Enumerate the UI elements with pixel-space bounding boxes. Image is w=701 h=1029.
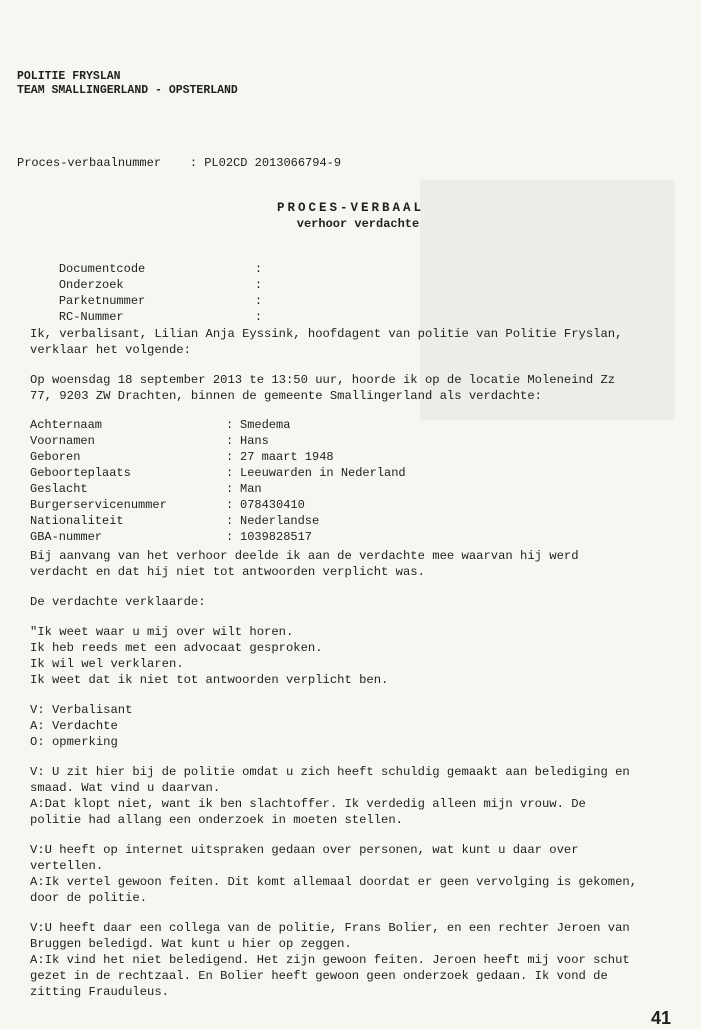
suspect-value: 078430410	[240, 498, 305, 512]
caution-line: verdacht en dat hij niet tot antwoorden verplicht was.	[30, 565, 425, 579]
suspect-value: Nederlandse	[240, 514, 320, 528]
statement-line: Ik wil wel verklaren.	[30, 657, 184, 671]
qa-line: V: U zit hier bij de politie omdat u zich heeft schuldig gemaakt aan belediging en	[30, 765, 630, 779]
field-rc-nummer: RC-Nummer :	[58, 310, 263, 324]
legend-line: O: opmerking	[30, 735, 118, 749]
qa-line: A:Ik vind het niet beledigend. Het zijn gewoon feiten. Jeroen heeft mij voor schut	[30, 953, 630, 967]
suspect-field: Nationaliteit : Nederlandse	[30, 514, 320, 528]
suspect-field: GBA-nummer : 1039828517	[30, 530, 313, 544]
qa-line: door de politie.	[30, 891, 148, 905]
statement-line: Ik weet dat ik niet tot antwoorden verplicht ben.	[30, 673, 389, 687]
qa-line: gezet in de rechtzaal. En Bolier heeft gewoon geen onderzoek gedaan. Ik vond de	[30, 969, 608, 983]
statement-line: Ik heb reeds met een advocaat gesproken.	[30, 641, 323, 655]
suspect-value: Man	[240, 482, 262, 496]
field-label: Onderzoek	[58, 278, 124, 292]
field-onderzoek: Onderzoek :	[58, 278, 263, 292]
field-label: Documentcode	[58, 262, 146, 276]
intro-line: verklaar het volgende:	[30, 343, 191, 357]
location-line: Op woensdag 18 september 2013 te 13:50 uur, hoorde ik op de locatie Moleneind Zz	[30, 373, 616, 387]
field-label: Parketnummer	[58, 294, 146, 308]
suspect-label: GBA-nummer	[30, 530, 103, 544]
police-team-name: TEAM SMALLINGERLAND - OPSTERLAND	[17, 84, 238, 97]
suspect-label: Voornamen	[30, 434, 95, 448]
police-unit-name: POLITIE FRYSLAN	[17, 70, 121, 83]
qa-line: politie had allang een onderzoek in moeten stellen.	[30, 813, 403, 827]
suspect-field: Burgerservicenummer : 078430410	[30, 498, 305, 512]
document-subtitle: verhoor verdachte	[296, 217, 420, 231]
suspect-label: Geboorteplaats	[30, 466, 131, 480]
suspect-label: Achternaam	[30, 418, 103, 432]
field-parketnummer: Parketnummer :	[58, 294, 263, 308]
caution-line: Bij aanvang van het verhoor deelde ik aan de verdachte mee waarvan hij werd	[30, 549, 579, 563]
qa-line: smaad. Wat vind u daarvan.	[30, 781, 221, 795]
declared-heading: De verdachte verklaarde:	[30, 595, 206, 609]
pv-number: Proces-verbaalnummer : PL02CD 2013066794-9	[17, 156, 342, 170]
qa-line: A:Ik vertel gewoon feiten. Dit komt allemaal doordat er geen vervolging is gekomen,	[30, 875, 638, 889]
suspect-field: Geboren : 27 maart 1948	[30, 450, 334, 464]
document-title: PROCES-VERBAAL	[276, 201, 425, 215]
field-documentcode: Documentcode :	[58, 262, 263, 276]
suspect-field: Voornamen : Hans	[30, 434, 269, 448]
page-number: 41	[650, 1008, 671, 1028]
intro-line: Ik, verbalisant, Lilian Anja Eyssink, hoofdagent van politie van Politie Fryslan,	[30, 327, 623, 341]
suspect-value: 1039828517	[240, 530, 313, 544]
suspect-value: Leeuwarden in Nederland	[240, 466, 406, 480]
qa-line: A:Dat klopt niet, want ik ben slachtoffer. Ik verdedig alleen mijn vrouw. De	[30, 797, 586, 811]
suspect-field: Geboorteplaats : Leeuwarden in Nederland	[30, 466, 406, 480]
location-line: 77, 9203 ZW Drachten, binnen de gemeente Smallingerland als verdachte:	[30, 389, 542, 403]
qa-line: V:U heeft daar een collega van de politie, Frans Bolier, en een rechter Jeroen van	[30, 921, 630, 935]
suspect-value: 27 maart 1948	[240, 450, 334, 464]
suspect-value: Smedema	[240, 418, 291, 432]
suspect-label: Burgerservicenummer	[30, 498, 167, 512]
suspect-field: Geslacht : Man	[30, 482, 262, 496]
qa-line: Bruggen beledigd. Wat kunt u hier op zeggen.	[30, 937, 352, 951]
legend-line: V: Verbalisant	[30, 703, 133, 717]
qa-line: V:U heeft op internet uitspraken gedaan over personen, wat kunt u daar over	[30, 843, 579, 857]
statement-line: "Ik weet waar u mij over wilt horen.	[30, 625, 294, 639]
legend-line: A: Verdachte	[30, 719, 118, 733]
qa-line: vertellen.	[30, 859, 104, 873]
suspect-field: Achternaam : Smedema	[30, 418, 291, 432]
suspect-label: Geslacht	[30, 482, 88, 496]
field-label: RC-Nummer	[58, 310, 124, 324]
suspect-label: Geboren	[30, 450, 81, 464]
qa-line: zitting Frauduleus.	[30, 985, 169, 999]
suspect-value: Hans	[240, 434, 269, 448]
suspect-label: Nationaliteit	[30, 514, 124, 528]
